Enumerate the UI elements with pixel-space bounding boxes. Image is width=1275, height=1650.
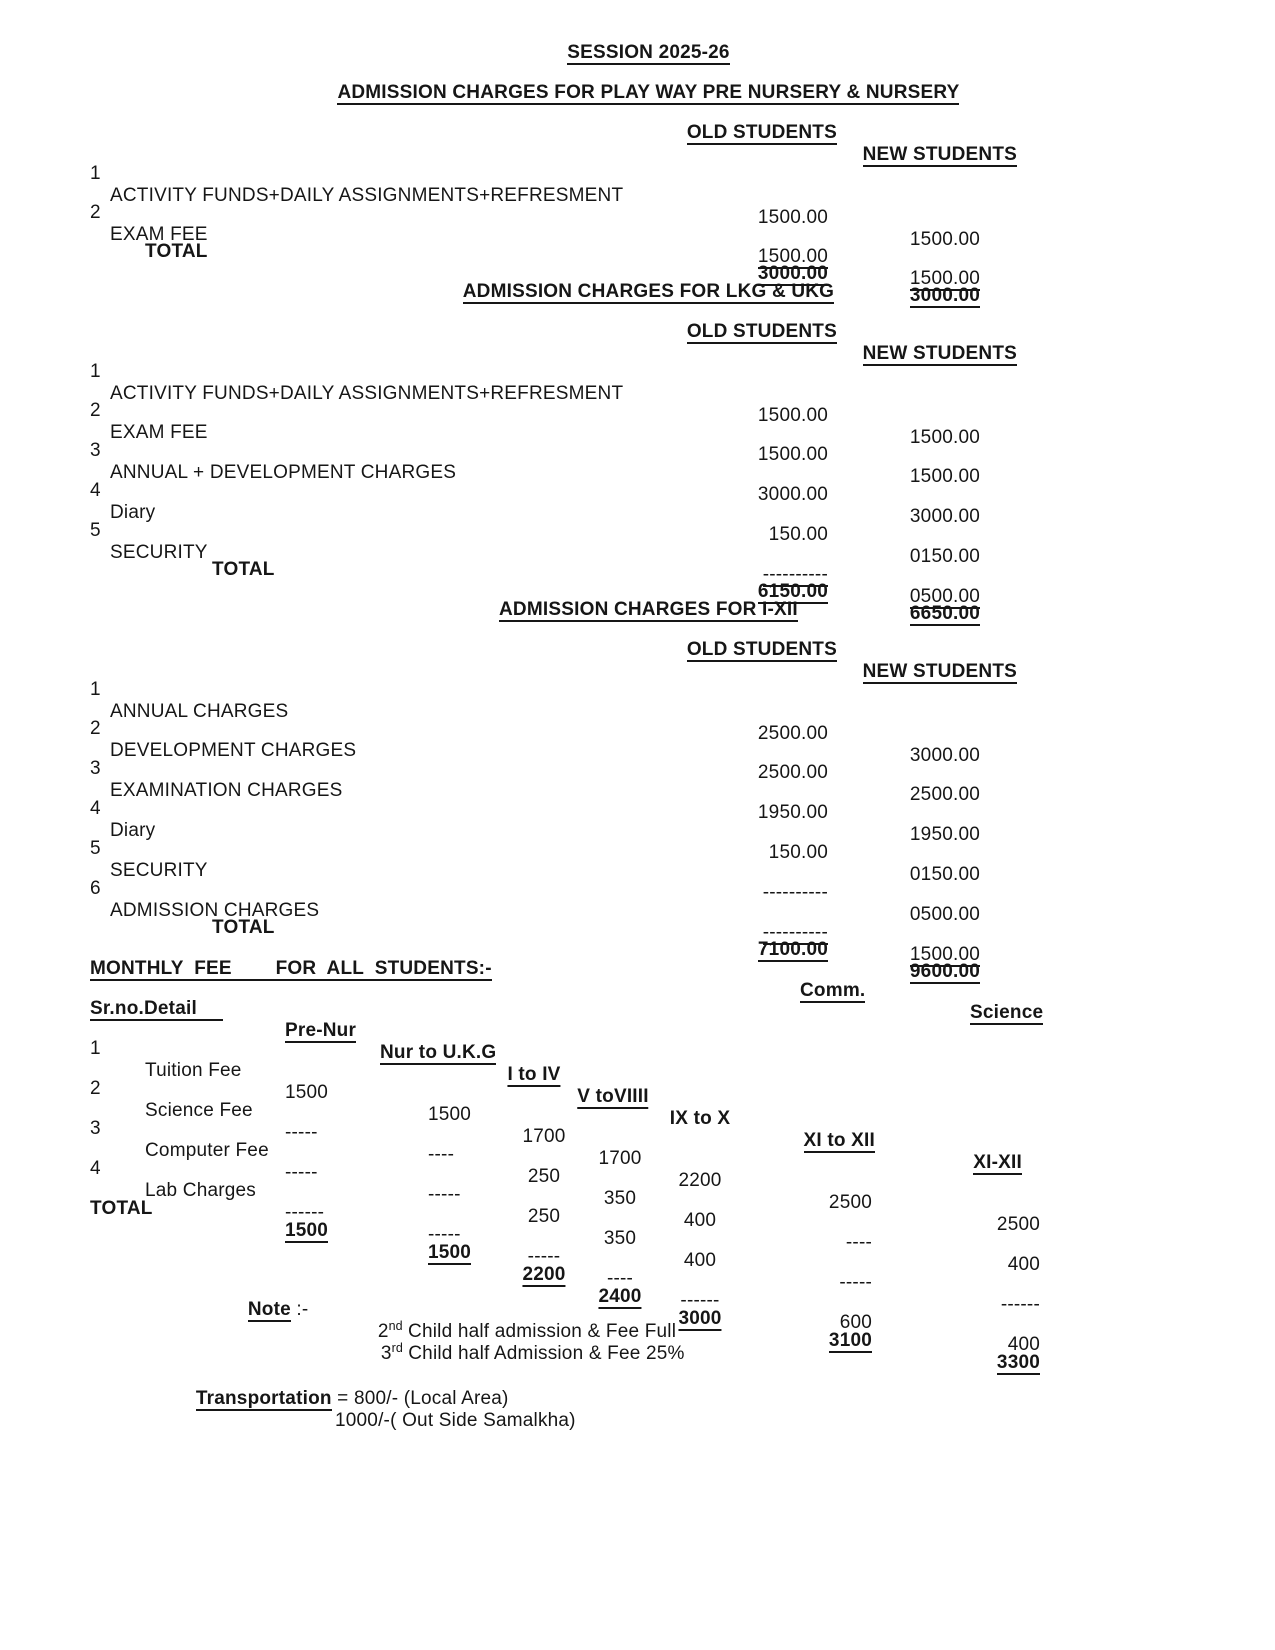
row-label: EXAM FEE bbox=[110, 422, 208, 443]
monthly-fee-title: MONTHLY FEE FOR ALL STUDENTS:- bbox=[90, 958, 492, 981]
note-label: Note bbox=[248, 1299, 291, 1322]
row-value-new: 0150.00 bbox=[909, 864, 980, 885]
comm-header: Comm. bbox=[800, 980, 865, 1003]
row-number: 6 bbox=[90, 878, 101, 899]
row-value-old: 1500.00 bbox=[757, 444, 828, 465]
column-header-new: NEW STUDENTS bbox=[863, 661, 1017, 684]
cell-pre-nur: ------ bbox=[285, 1202, 325, 1223]
row-value-old: 1500.00 bbox=[757, 405, 828, 426]
row-number: 4 bbox=[90, 798, 101, 819]
cell-xi-xii-comm: ---- bbox=[845, 1232, 872, 1253]
cell-i-iv: 1700 bbox=[522, 1126, 566, 1147]
cell-pre-nur: ----- bbox=[285, 1122, 318, 1143]
row-value-new: 1950.00 bbox=[909, 824, 980, 845]
row-value-old: 1950.00 bbox=[757, 802, 828, 823]
cell-pre-nur: ----- bbox=[285, 1162, 318, 1183]
row-value-old: 2500.00 bbox=[757, 723, 828, 744]
section-title: ADMISSION CHARGES FOR LKG & UKG bbox=[463, 281, 834, 304]
cell-detail: Tuition Fee bbox=[145, 1060, 242, 1081]
transportation-text: = 800/- (Local Area) bbox=[331, 1388, 509, 1409]
row-number: 1 bbox=[90, 361, 101, 382]
cell-nur-ukg: 1500 bbox=[428, 1104, 472, 1125]
row-value-new: 1500.00 bbox=[910, 944, 980, 967]
total-value-new: 3000.00 bbox=[910, 285, 980, 308]
row-value-old: 1500.00 bbox=[757, 207, 828, 228]
cell-sr: 3 bbox=[90, 1118, 101, 1139]
total-v-viii: 2400 bbox=[598, 1286, 641, 1309]
row-value-old: ---------- bbox=[763, 564, 828, 587]
cell-i-iv: 250 bbox=[527, 1166, 561, 1187]
total-i-iv: 2200 bbox=[522, 1264, 565, 1287]
cell-ix-x: 400 bbox=[683, 1210, 717, 1231]
cell-i-iv: 250 bbox=[527, 1206, 561, 1227]
row-value-new: 0500.00 bbox=[909, 904, 980, 925]
cell-xi-xii-comm: 600 bbox=[839, 1312, 872, 1333]
total-value-old: 7100.00 bbox=[758, 939, 828, 962]
column-header-new: NEW STUDENTS bbox=[863, 343, 1017, 366]
row-value-new: 0500.00 bbox=[910, 586, 980, 609]
section-title: ADMISSION CHARGES FOR PLAY WAY PRE NURSERY & NURSERY bbox=[337, 82, 959, 105]
cell-xi-xii-science: 400 bbox=[1007, 1254, 1040, 1275]
column-header-old: OLD STUDENTS bbox=[687, 321, 837, 344]
header-pre-nur: Pre-Nur bbox=[285, 1020, 356, 1043]
row-value-new: 3000.00 bbox=[909, 506, 980, 527]
total-value-new: 6650.00 bbox=[910, 603, 980, 626]
row-value-new: 1500.00 bbox=[910, 268, 980, 291]
row-label: EXAMINATION CHARGES bbox=[110, 780, 343, 801]
cell-detail: Computer Fee bbox=[145, 1140, 269, 1161]
total-value-old: 6150.00 bbox=[758, 581, 828, 604]
cell-xi-xii-comm: ----- bbox=[839, 1272, 872, 1293]
row-number: 3 bbox=[90, 758, 101, 779]
row-value-old: ---------- bbox=[763, 922, 828, 945]
column-headers bbox=[0, 100, 1275, 165]
total-xi-xii-comm: 3100 bbox=[829, 1330, 872, 1353]
total-value-new: 9600.00 bbox=[910, 961, 980, 984]
total-label: TOTAL bbox=[145, 241, 208, 262]
transportation-row-1 bbox=[0, 1344, 1275, 1409]
row-number: 1 bbox=[90, 679, 101, 700]
column-header-old: OLD STUDENTS bbox=[687, 639, 837, 662]
row-label: SECURITY bbox=[110, 860, 208, 881]
total-label: TOTAL bbox=[90, 1198, 153, 1219]
row-value-old: 1500.00 bbox=[758, 246, 828, 269]
cell-ix-x: 2200 bbox=[678, 1170, 722, 1191]
cell-sr: 1 bbox=[90, 1038, 101, 1059]
total-value-old: 3000.00 bbox=[758, 263, 828, 286]
header-xi-xii: XI-XII bbox=[973, 1152, 1022, 1175]
note-line-1-ordinal: nd bbox=[388, 1319, 403, 1333]
total-label: TOTAL bbox=[212, 917, 275, 938]
row-label: ANNUAL CHARGES bbox=[110, 701, 289, 722]
cell-xi-xii-science: 400 bbox=[1007, 1334, 1040, 1355]
row-value-new: 3000.00 bbox=[909, 745, 980, 766]
header-sr-no-detail: Sr.no.Detail bbox=[90, 998, 223, 1021]
row-number: 5 bbox=[90, 520, 101, 541]
row-number: 2 bbox=[90, 718, 101, 739]
transportation-label: Transportation bbox=[196, 1388, 332, 1411]
row-number: 3 bbox=[90, 440, 101, 461]
note-line-2-ordinal: rd bbox=[391, 1341, 403, 1355]
note-line-1-text: Child half admission & Fee Full bbox=[402, 1321, 677, 1342]
row-label: ACTIVITY FUNDS+DAILY ASSIGNMENTS+REFRESMENT bbox=[110, 185, 624, 206]
section-title: ADMISSION CHARGES FOR I-XII bbox=[499, 599, 798, 622]
note-separator: :- bbox=[290, 1299, 309, 1320]
cell-xi-xii-comm: 2500 bbox=[828, 1192, 872, 1213]
note-line-2-number: 3 bbox=[380, 1343, 392, 1364]
column-headers bbox=[0, 617, 1275, 682]
row-number: 4 bbox=[90, 480, 101, 501]
cell-ix-x: 400 bbox=[683, 1250, 717, 1271]
session-title-row bbox=[0, 20, 1275, 63]
cell-pre-nur: 1500 bbox=[285, 1082, 329, 1103]
row-value-new: 2500.00 bbox=[909, 784, 980, 805]
row-number: 5 bbox=[90, 838, 101, 859]
row-value-new: 1500.00 bbox=[909, 466, 980, 487]
column-header-new: NEW STUDENTS bbox=[863, 144, 1017, 167]
row-value-old: 2500.00 bbox=[757, 762, 828, 783]
row-label: SECURITY bbox=[110, 542, 208, 563]
row-label: Diary bbox=[110, 502, 156, 523]
cell-ix-x: ------ bbox=[680, 1290, 720, 1311]
note-line-1-number: 2 bbox=[377, 1321, 389, 1342]
cell-xi-xii-science: ------ bbox=[1000, 1294, 1040, 1315]
cell-detail: Lab Charges bbox=[145, 1180, 256, 1201]
cell-xi-xii-science: 2500 bbox=[996, 1214, 1040, 1235]
cell-nur-ukg: ----- bbox=[428, 1184, 461, 1205]
transportation-line-2: 1000/-( Out Side Samalkha) bbox=[335, 1410, 576, 1431]
cell-v-viii: 350 bbox=[603, 1188, 637, 1209]
row-number: 2 bbox=[90, 202, 101, 223]
row-label: ACTIVITY FUNDS+DAILY ASSIGNMENTS+REFRESMENT bbox=[110, 383, 624, 404]
row-value-new: 0150.00 bbox=[909, 546, 980, 567]
total-label: TOTAL bbox=[212, 559, 275, 580]
header-i-to-iv: I to IV bbox=[507, 1064, 560, 1087]
cell-v-viii: 350 bbox=[603, 1228, 637, 1249]
total-xi-xii-science: 3300 bbox=[997, 1352, 1040, 1375]
total-ix-x: 3000 bbox=[678, 1308, 721, 1331]
row-value-old: 150.00 bbox=[768, 842, 828, 863]
row-label: ANNUAL + DEVELOPMENT CHARGES bbox=[110, 462, 457, 483]
cell-v-viii: 1700 bbox=[598, 1148, 642, 1169]
cell-sr: 4 bbox=[90, 1158, 101, 1179]
cell-nur-ukg: ---- bbox=[428, 1144, 455, 1165]
row-value-new: 1500.00 bbox=[909, 229, 980, 250]
header-ix-to-x: IX to X bbox=[669, 1108, 731, 1129]
row-value-old: 150.00 bbox=[768, 524, 828, 545]
row-label: DEVELOPMENT CHARGES bbox=[110, 740, 357, 761]
header-xi-to-xii: XI to XII bbox=[804, 1130, 875, 1153]
transportation-row-2 bbox=[0, 1388, 1275, 1431]
row-label: ADMISSION CHARGES bbox=[110, 900, 320, 921]
header-nur-to-ukg: Nur to U.K.G bbox=[380, 1042, 496, 1065]
cell-detail: Science Fee bbox=[145, 1100, 253, 1121]
column-header-old: OLD STUDENTS bbox=[687, 122, 837, 145]
row-number: 2 bbox=[90, 400, 101, 421]
cell-v-viii: ---- bbox=[606, 1268, 634, 1289]
cell-nur-ukg: ----- bbox=[428, 1224, 461, 1245]
cell-sr: 2 bbox=[90, 1078, 101, 1099]
science-header: Science bbox=[970, 1002, 1043, 1025]
header-v-to-viii: V toVIIII bbox=[577, 1086, 648, 1109]
row-value-old: 3000.00 bbox=[757, 484, 828, 505]
section-title-row bbox=[0, 60, 1275, 103]
total-pre-nur: 1500 bbox=[285, 1220, 328, 1243]
row-label: Diary bbox=[110, 820, 156, 841]
note-line-2-text: Child half Admission & Fee 25% bbox=[402, 1343, 685, 1364]
cell-i-iv: ----- bbox=[527, 1246, 561, 1267]
row-value-new: 1500.00 bbox=[909, 427, 980, 448]
row-label: EXAM FEE bbox=[110, 224, 208, 245]
column-headers bbox=[0, 299, 1275, 364]
row-number: 1 bbox=[90, 163, 101, 184]
total-nur-ukg: 1500 bbox=[428, 1242, 471, 1265]
session-title: SESSION 2025-26 bbox=[567, 42, 729, 65]
row-value-old: ---------- bbox=[762, 882, 828, 903]
